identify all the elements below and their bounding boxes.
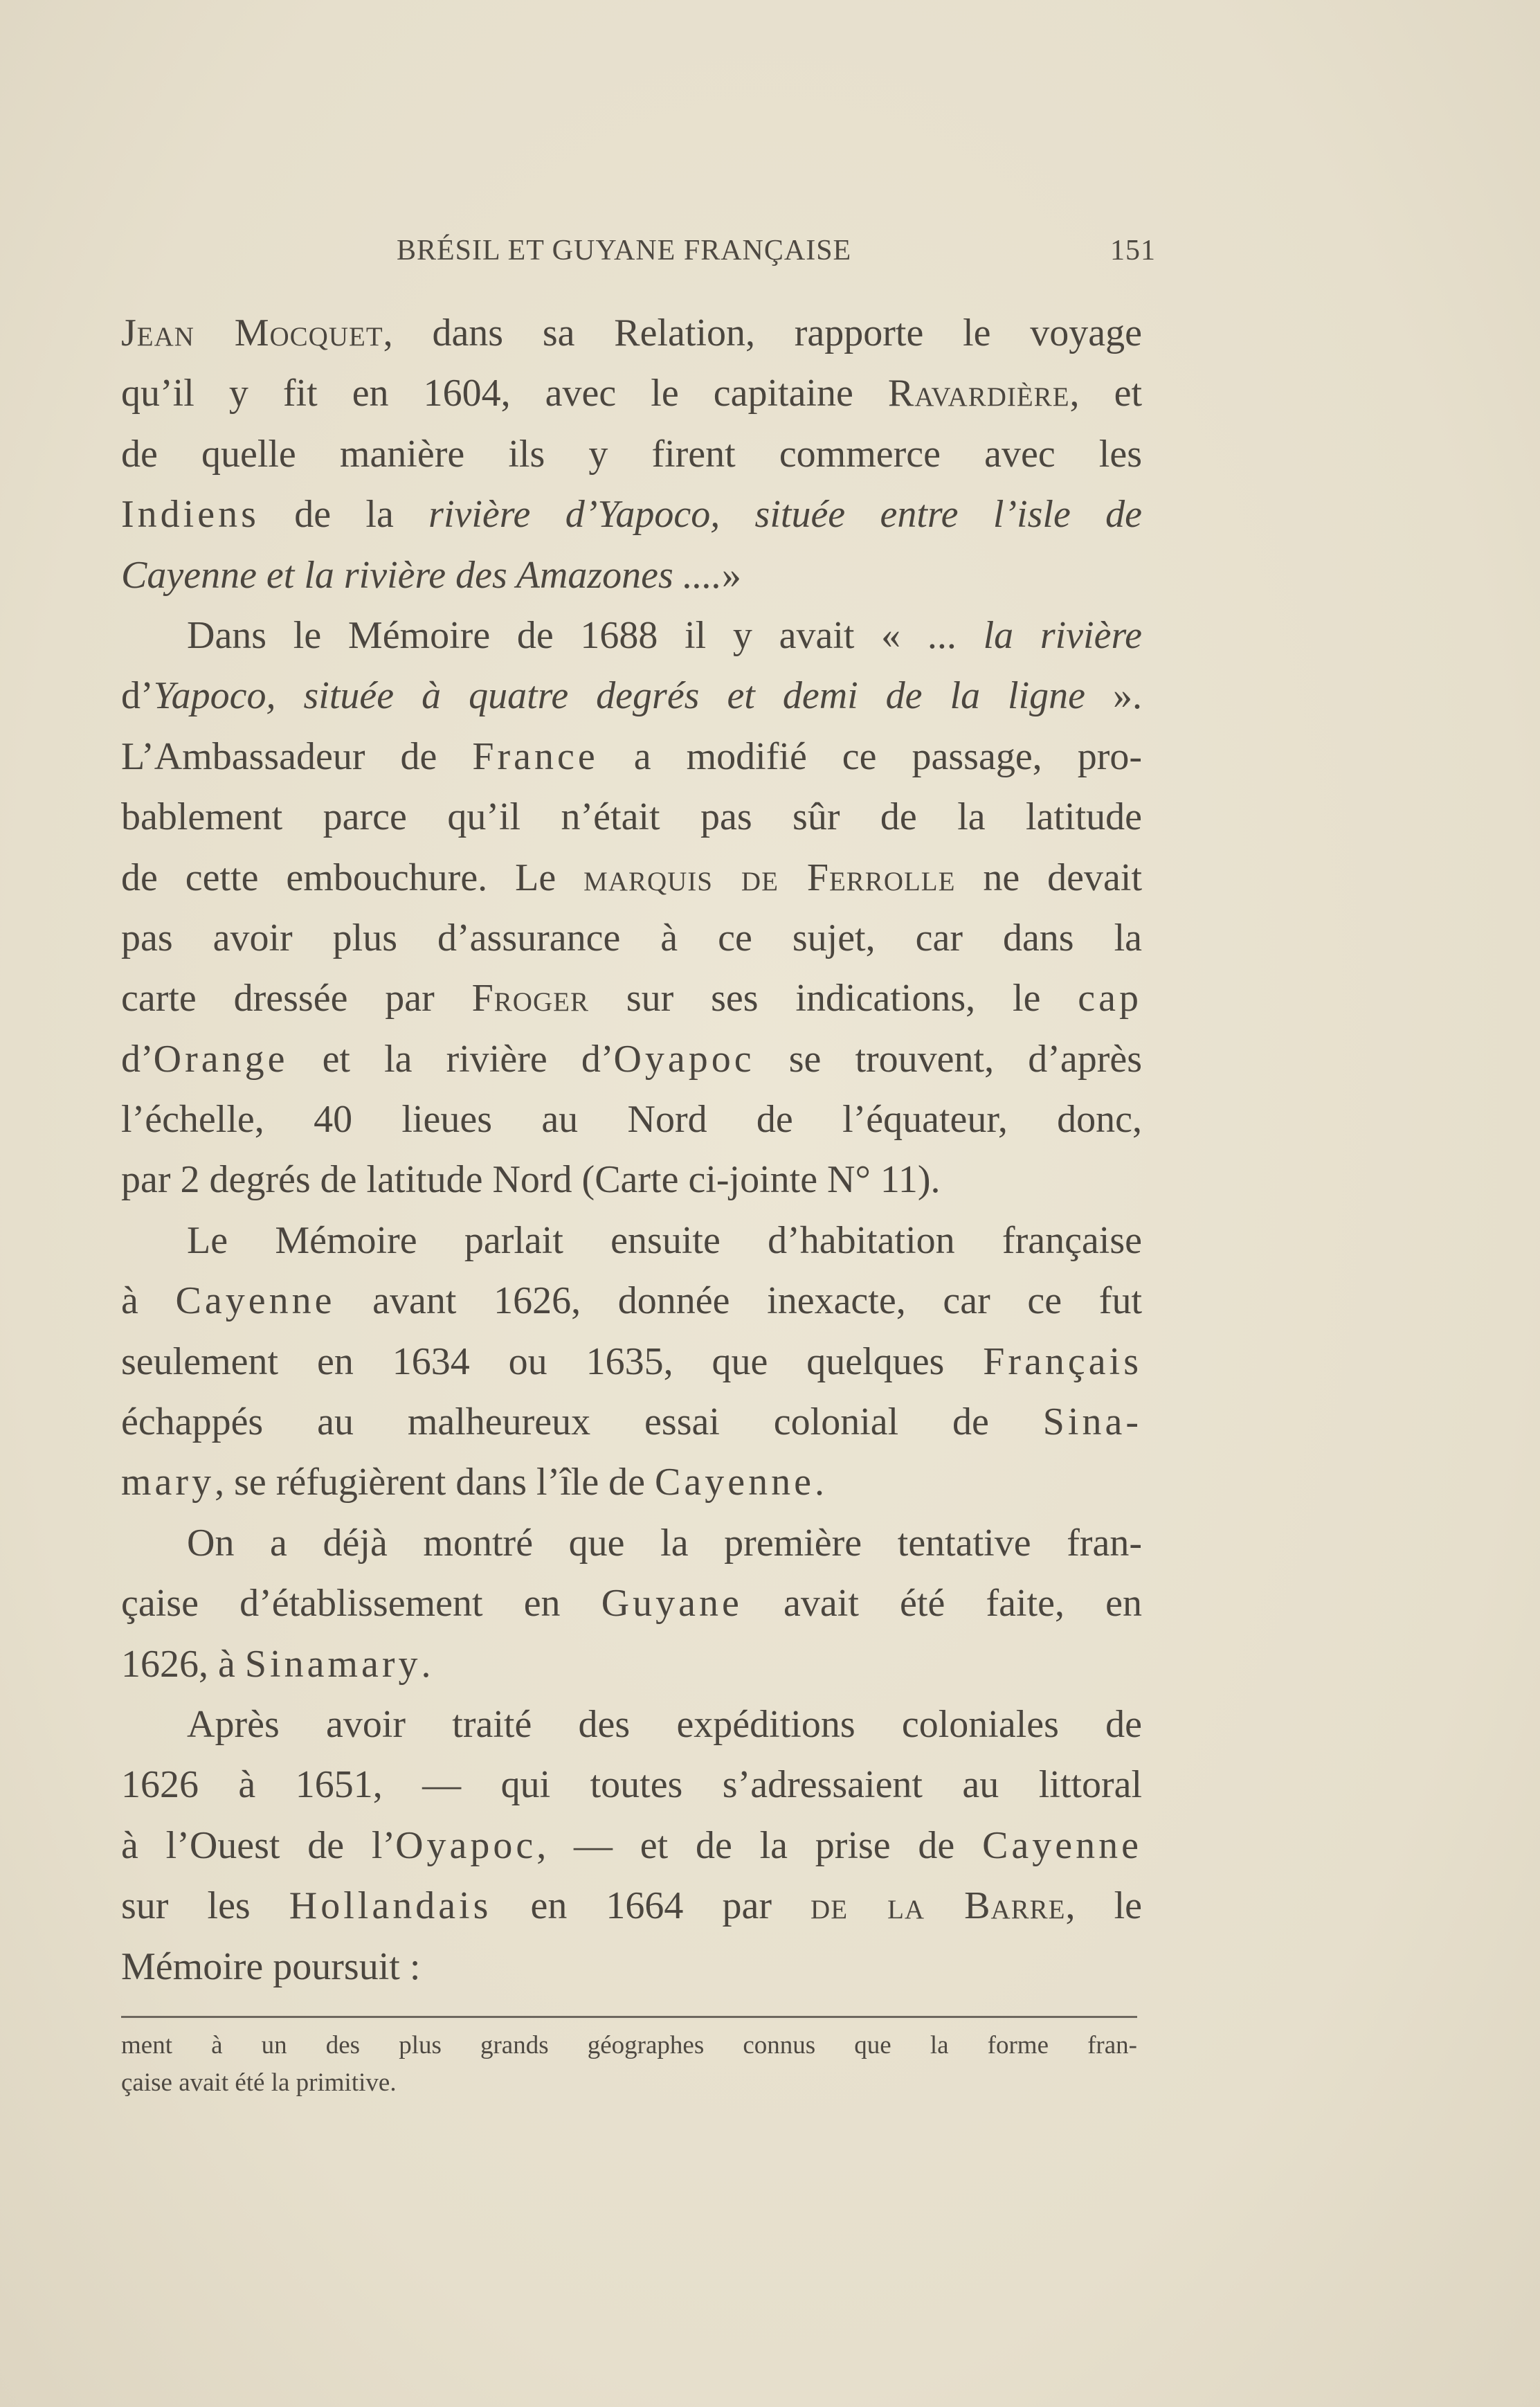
text-line bbox=[121, 1937, 1142, 1997]
text-line bbox=[121, 1150, 1142, 1210]
text-line bbox=[121, 1332, 1142, 1392]
text-run: mary bbox=[121, 1461, 215, 1504]
text-run: Mémoire poursuit : bbox=[121, 1945, 421, 1988]
text-run: de la Barre bbox=[810, 1884, 1066, 1928]
text-line bbox=[121, 666, 1142, 726]
text-line bbox=[121, 1090, 1142, 1150]
text-run: à bbox=[121, 1279, 176, 1323]
text-line bbox=[121, 485, 1142, 545]
text-run: de la bbox=[259, 493, 429, 537]
text-line bbox=[121, 363, 1142, 424]
text-line bbox=[121, 1755, 1142, 1815]
text-run: » bbox=[721, 553, 741, 597]
text-run: . bbox=[421, 1642, 431, 1686]
text-run: Le Mémoire parlait ensuite d’habitation française bbox=[187, 1218, 1142, 1262]
text-run: Cayenne bbox=[655, 1461, 815, 1504]
text-run: Guyane bbox=[601, 1582, 743, 1625]
text-run: L’Ambassadeur de bbox=[121, 734, 473, 778]
text-run: échappés au malheureux essai colonial de bbox=[121, 1400, 1043, 1444]
text-run: seulement en 1634 ou 1635, que quelques bbox=[121, 1340, 984, 1383]
text-run: Orange bbox=[153, 1037, 289, 1081]
text-run: en 1664 par bbox=[491, 1884, 811, 1928]
text-run: Cayenne bbox=[982, 1823, 1142, 1867]
text-run: çaise d’établissement en bbox=[121, 1582, 601, 1625]
text-run: cap bbox=[1078, 977, 1142, 1020]
text-line bbox=[121, 968, 1142, 1029]
text-run: , le bbox=[1065, 1884, 1142, 1928]
text-run: marquis de Ferrolle bbox=[583, 856, 956, 899]
text-run: France bbox=[472, 734, 599, 778]
text-line bbox=[121, 303, 1142, 363]
text-line bbox=[121, 787, 1142, 847]
text-line bbox=[121, 546, 1142, 606]
text-line bbox=[121, 1029, 1142, 1090]
text-run: . bbox=[814, 1461, 824, 1504]
text-run: Jean Mocquet bbox=[121, 312, 383, 354]
text-run: , dans sa Relation, rapporte le voyage bbox=[383, 312, 1143, 354]
text-line bbox=[121, 606, 1142, 666]
text-run: Dans le Mémoire de 1688 il y avait « ... bbox=[187, 613, 984, 657]
footnote-line: ment à un des plus grands géographes connus que la forme fran- bbox=[121, 2031, 1137, 2059]
text-run: avait été faite, en bbox=[742, 1582, 1142, 1625]
text-line bbox=[121, 1574, 1142, 1634]
text-run: Après avoir traité des expéditions coloniales de bbox=[187, 1702, 1142, 1746]
text-line bbox=[121, 1816, 1142, 1876]
text-run: Cayenne et la rivière des Amazones .... bbox=[121, 553, 722, 597]
text-run: 1626 à 1651, — qui toutes s’adressaient au littoral bbox=[121, 1763, 1142, 1807]
text-run: d’ bbox=[121, 1037, 154, 1081]
text-run: Ravardière bbox=[887, 372, 1070, 415]
text-run: à l’Ouest de l’ bbox=[121, 1823, 396, 1867]
text-run: pas avoir plus d’assurance à ce sujet, car dans la bbox=[121, 916, 1142, 959]
text-line bbox=[121, 1513, 1142, 1574]
text-line bbox=[121, 1695, 1142, 1755]
text-run: , se réfugièrent dans l’île de bbox=[215, 1461, 655, 1504]
text-line bbox=[121, 1271, 1142, 1331]
text-run: On a déjà montré que la première tentative fran- bbox=[187, 1521, 1142, 1565]
text-run: Sinamary bbox=[244, 1642, 422, 1686]
text-run: Sina- bbox=[1042, 1400, 1142, 1444]
text-run: sur ses indications, le bbox=[588, 977, 1078, 1020]
text-run: qu’il y fit en 1604, avec le capitaine bbox=[121, 372, 888, 415]
text-run: sur les bbox=[121, 1884, 289, 1928]
text-line bbox=[121, 1211, 1142, 1271]
text-run: Cayenne bbox=[175, 1279, 336, 1323]
text-run: , — et de la prise de bbox=[536, 1823, 983, 1867]
text-run: l’échelle, 40 lieues au Nord de l’équateur, donc, bbox=[121, 1098, 1142, 1142]
text-run: Hollandais bbox=[289, 1884, 492, 1928]
text-run: a modifié ce passage, pro- bbox=[598, 734, 1142, 778]
text-run: la rivière bbox=[983, 613, 1143, 657]
text-run: , et bbox=[1069, 372, 1142, 415]
text-run: Oyapoc bbox=[395, 1823, 537, 1867]
text-run: d’ bbox=[121, 674, 154, 718]
page-number: 151 bbox=[1110, 235, 1156, 267]
text-line bbox=[121, 908, 1142, 968]
footnote-line: çaise avait été la primitive. bbox=[121, 2068, 397, 2097]
text-line bbox=[121, 1452, 1142, 1513]
text-run: 1626, à bbox=[121, 1642, 245, 1686]
text-run: Oyapoc bbox=[613, 1037, 755, 1081]
running-header bbox=[397, 234, 1156, 276]
text-run: Indiens bbox=[121, 493, 260, 537]
text-run: de cette embouchure. Le bbox=[121, 856, 584, 899]
text-run: ne devait bbox=[955, 856, 1142, 899]
text-run: Français bbox=[983, 1340, 1142, 1383]
text-run: par 2 degrés de latitude Nord (Carte ci-jointe N° 11). bbox=[121, 1158, 941, 1202]
text-line bbox=[121, 1876, 1142, 1936]
running-title: BRÉSIL ET GUYANE FRANÇAISE bbox=[397, 235, 852, 267]
text-run: Froger bbox=[471, 977, 589, 1020]
text-line bbox=[121, 424, 1142, 485]
text-run: rivière d’Yapoco, située entre l’isle de bbox=[428, 493, 1142, 537]
text-run: de quelle manière ils y firent commerce avec les bbox=[121, 432, 1142, 476]
text-run: se trouvent, d’après bbox=[754, 1037, 1142, 1081]
main-text bbox=[121, 303, 1142, 1997]
text-run: et la rivière d’ bbox=[288, 1037, 614, 1081]
text-run: ». bbox=[1085, 674, 1143, 718]
text-run: Yapoco, située à quatre degrés et demi de la ligne bbox=[153, 674, 1086, 718]
text-line bbox=[121, 727, 1142, 787]
text-run: avant 1626, donnée inexacte, car ce fut bbox=[335, 1279, 1143, 1323]
text-run: carte dressée par bbox=[121, 977, 472, 1020]
text-line bbox=[121, 848, 1142, 908]
text-line bbox=[121, 1392, 1142, 1452]
footnote bbox=[121, 2027, 1137, 2102]
text-run: bablement parce qu’il n’était pas sûr de la latitude bbox=[121, 795, 1142, 839]
footnote-rule bbox=[121, 2016, 1137, 2018]
text-line bbox=[121, 1634, 1142, 1695]
